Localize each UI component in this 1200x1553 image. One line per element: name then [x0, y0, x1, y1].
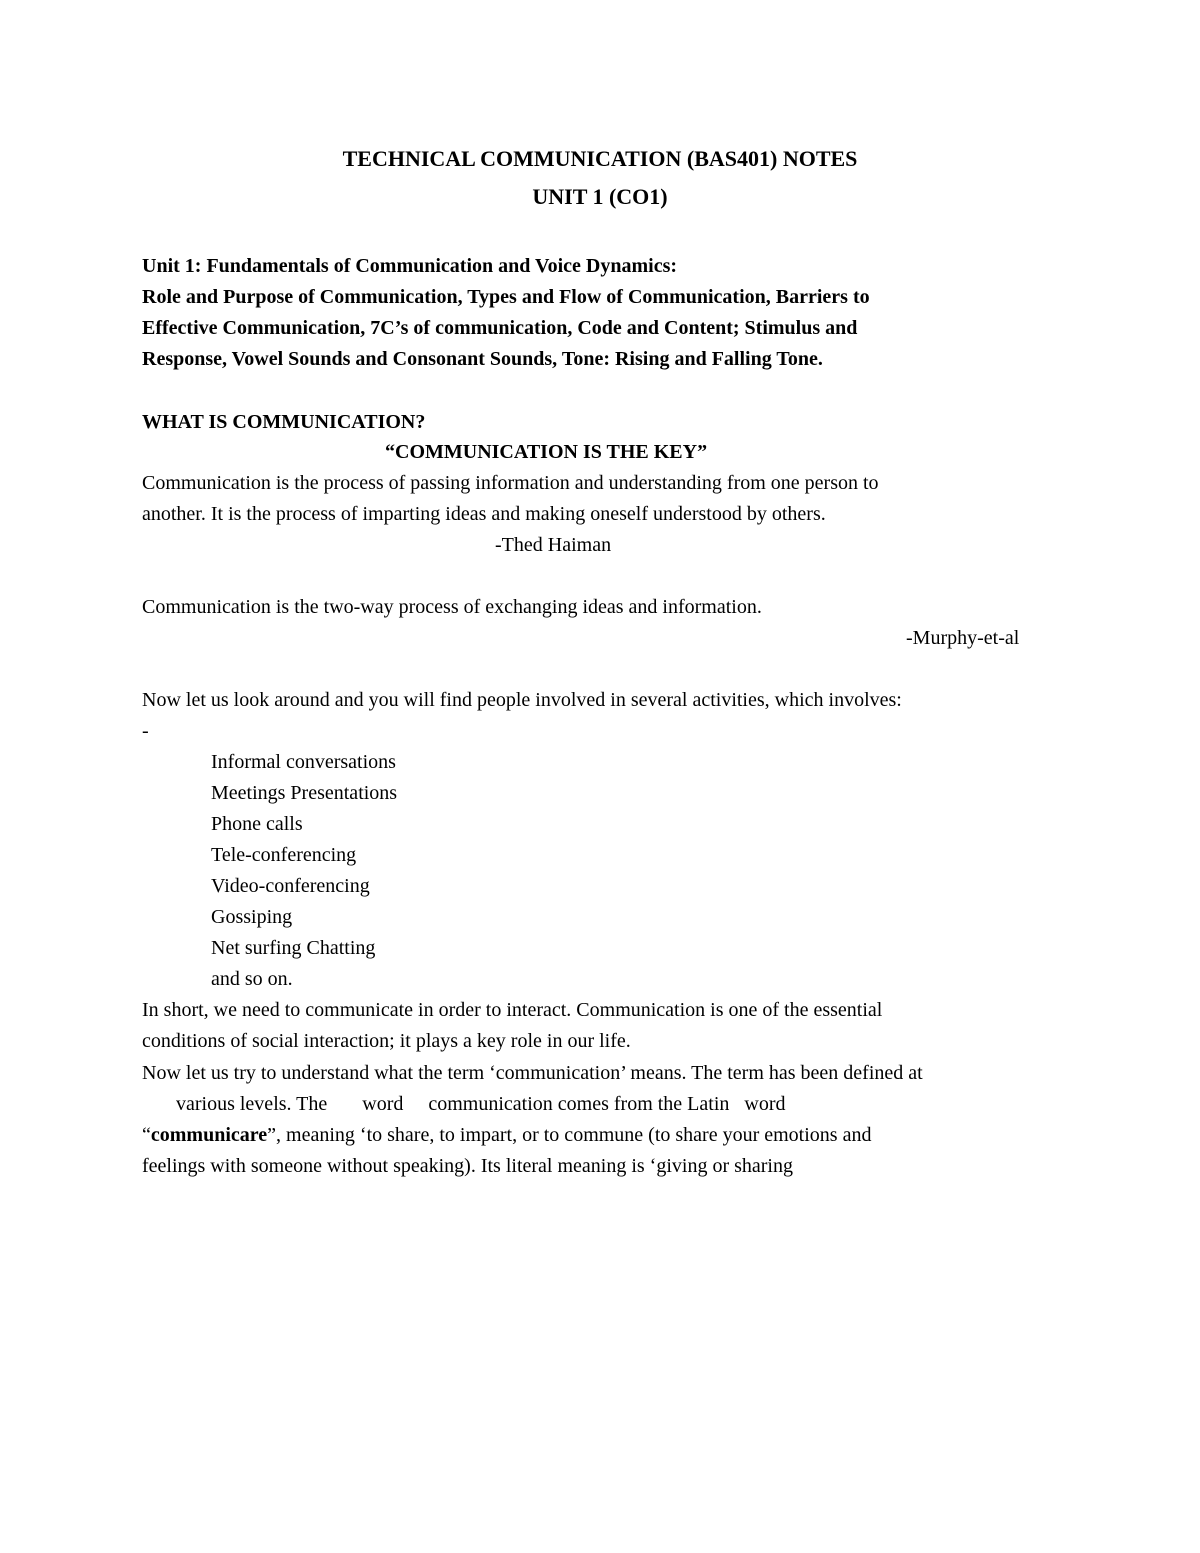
etymology-line: various levels. The word communication comes from the Latin word — [176, 1093, 786, 1115]
definition-line: Communication is the two-way process of exchanging ideas and information. — [142, 596, 762, 618]
syllabus-line: Role and Purpose of Communication, Types and Flow of Communication, Barriers to — [142, 286, 870, 308]
syllabus-line: Effective Communication, 7C’s of communication, Code and Content; Stimulus and — [142, 317, 858, 339]
list-item: Informal conversations — [211, 751, 396, 773]
etymology-line: feelings with someone without speaking). Its literal meaning is ‘giving or sharing — [142, 1155, 793, 1177]
list-item: Video-conferencing — [211, 875, 370, 897]
document-title: TECHNICAL COMMUNICATION (BAS401) NOTES — [342, 146, 858, 171]
activities-intro: Now let us look around and you will find people involved in several activities, which involves: — [142, 689, 902, 711]
attribution: -Murphy-et-al — [906, 627, 1020, 649]
list-item: Gossiping — [211, 906, 293, 928]
summary-line: conditions of social interaction; it plays a key role in our life. — [142, 1030, 631, 1052]
etymology-meaning: ”, meaning ‘to share, to impart, or to commune (to share your emotions and — [267, 1124, 872, 1146]
syllabus-line: Response, Vowel Sounds and Consonant Sounds, Tone: Rising and Falling Tone. — [142, 348, 823, 370]
summary-line: In short, we need to communicate in order to interact. Communication is one of the essential — [142, 999, 883, 1021]
list-item: Net surfing Chatting — [211, 937, 376, 959]
open-quote: “ — [142, 1124, 151, 1146]
activities-dash: - — [142, 720, 149, 742]
etymology-line: Now let us try to understand what the term ‘communication’ means. The term has been defined at — [142, 1062, 923, 1084]
definition-line: Communication is the process of passing information and understanding from one person to — [142, 472, 879, 494]
key-quote: “COMMUNICATION IS THE KEY” — [385, 441, 708, 463]
latin-word: communicare — [150, 1124, 268, 1146]
etymology-line — [142, 1125, 871, 1145]
list-item: Meetings Presentations — [211, 782, 398, 804]
unit-title: UNIT 1 (CO1) — [532, 184, 668, 209]
section-heading: WHAT IS COMMUNICATION? — [142, 411, 426, 433]
syllabus-line: Unit 1: Fundamentals of Communication and Voice Dynamics: — [142, 255, 678, 277]
list-item: Tele-conferencing — [211, 844, 357, 866]
attribution: -Thed Haiman — [495, 534, 612, 556]
list-item: and so on. — [211, 968, 293, 990]
list-item: Phone calls — [211, 813, 303, 835]
definition-line: another. It is the process of imparting ideas and making oneself understood by others. — [142, 503, 826, 525]
